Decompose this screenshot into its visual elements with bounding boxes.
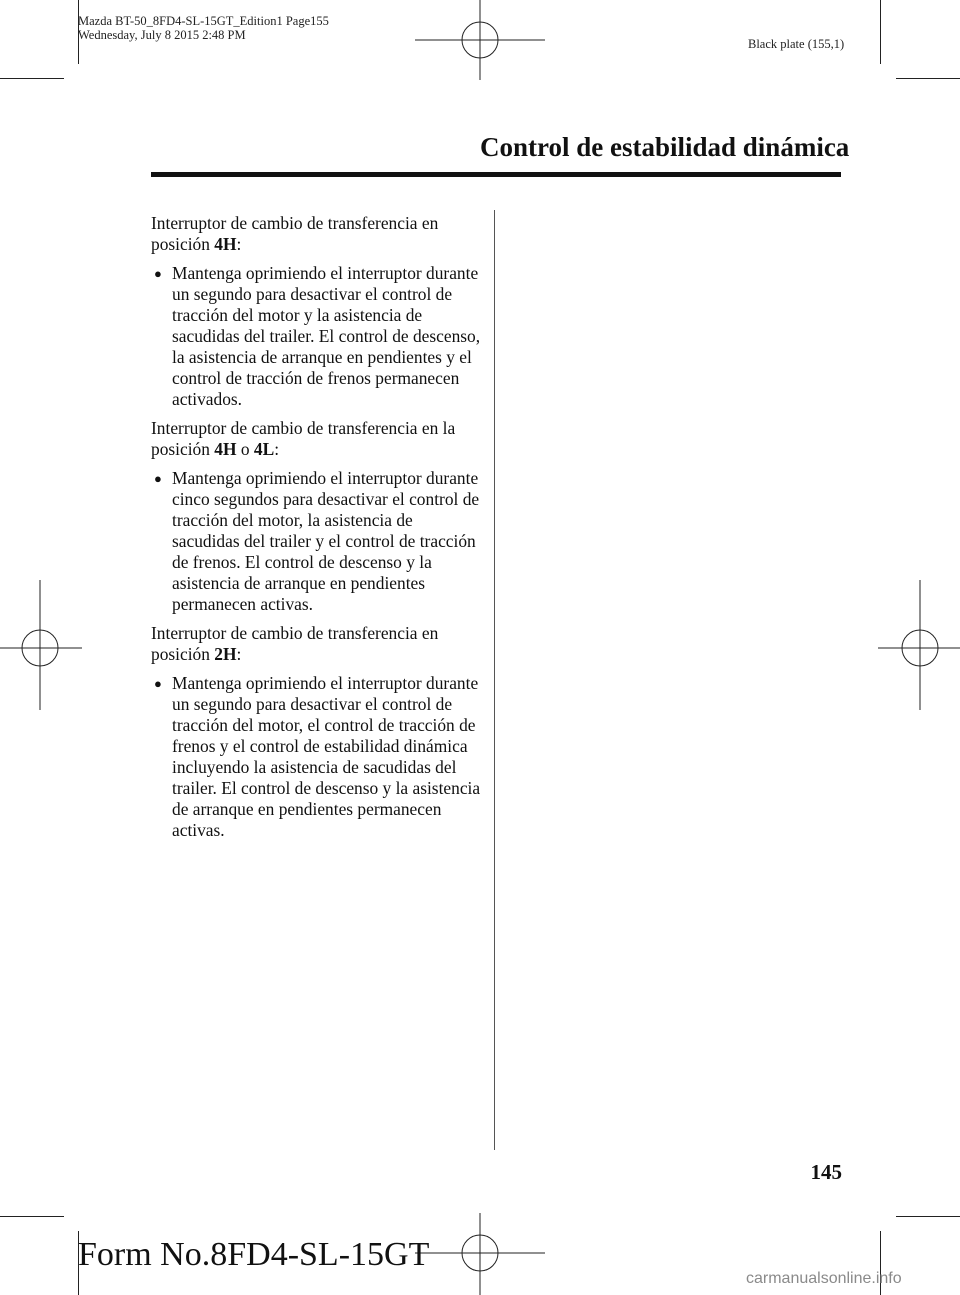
crop-mark	[0, 1216, 64, 1217]
bullet-icon: ●	[154, 676, 162, 691]
position-label: 4L	[253, 439, 275, 459]
colon: :	[236, 234, 242, 254]
watermark: carmanualsonline.info	[746, 1270, 902, 1287]
list-item	[151, 468, 481, 615]
section-title: Control de estabilidad dinámica	[480, 132, 850, 162]
list-item	[151, 673, 481, 841]
colon: :	[274, 439, 280, 459]
bullet-icon: ●	[154, 471, 162, 486]
print-metadata	[78, 14, 329, 42]
bullet-icon: ●	[154, 266, 162, 281]
paragraph-transfer-4h	[151, 213, 481, 255]
paragraph-transfer-4h-4l	[151, 418, 481, 460]
paragraph-text: Interruptor de cambio de transferencia en la posición	[151, 418, 456, 459]
column-divider	[494, 210, 495, 1150]
date-line: Wednesday, July 8 2015 2:48 PM	[78, 28, 246, 42]
list-item-text: Mantenga oprimiendo el interruptor durante un segundo para desactivar el control de tracción del motor, el control de tracción de frenos y el control de estabilidad dinámica incluyendo la asistencia de sacudidas del trailer. El control de descenso y la asistencia de arranque en pendientes permanecen activas.	[172, 673, 481, 840]
crop-mark	[880, 0, 881, 64]
paragraph-text: Interruptor de cambio de transferencia en posición	[151, 213, 439, 254]
paragraph-text: Interruptor de cambio de transferencia en posición	[151, 623, 439, 664]
list-item-text: Mantenga oprimiendo el interruptor durante un segundo para desactivar el control de tracción del motor y la asistencia de sacudidas del trailer. El control de descenso, la asistencia de arranque en pendientes y el control de tracción de frenos permanecen activados.	[172, 263, 481, 409]
list-item-text: Mantenga oprimiendo el interruptor durante cinco segundos para desactivar el control de tracción del motor, la asistencia de sacudidas del trailer y el control de tracción de frenos. El control de descenso y la asistencia de arranque en pendientes permanecen activas.	[172, 468, 480, 614]
paragraph-transfer-2h	[151, 623, 481, 665]
position-label: 4H	[214, 234, 237, 254]
registration-mark-left	[0, 580, 82, 710]
file-name-line: Mazda BT-50_8FD4-SL-15GT_Edition1 Page155	[78, 14, 329, 28]
position-label: 4H	[214, 439, 237, 459]
main-text-column	[151, 213, 481, 849]
list-item	[151, 263, 481, 410]
crop-mark	[0, 78, 64, 79]
colon: :	[236, 644, 242, 664]
position-label: 2H	[214, 644, 237, 664]
crop-mark	[896, 1216, 960, 1217]
conjunction: o	[236, 439, 254, 459]
registration-mark-bottom	[415, 1213, 545, 1295]
title-underline	[151, 172, 841, 177]
crop-mark	[896, 78, 960, 79]
plate-label: Black plate (155,1)	[748, 37, 845, 51]
form-number: Form No.8FD4-SL-15GT	[78, 1236, 430, 1273]
registration-mark-top	[415, 0, 545, 80]
page-number: 145	[810, 1160, 842, 1184]
registration-mark-right	[878, 580, 960, 710]
